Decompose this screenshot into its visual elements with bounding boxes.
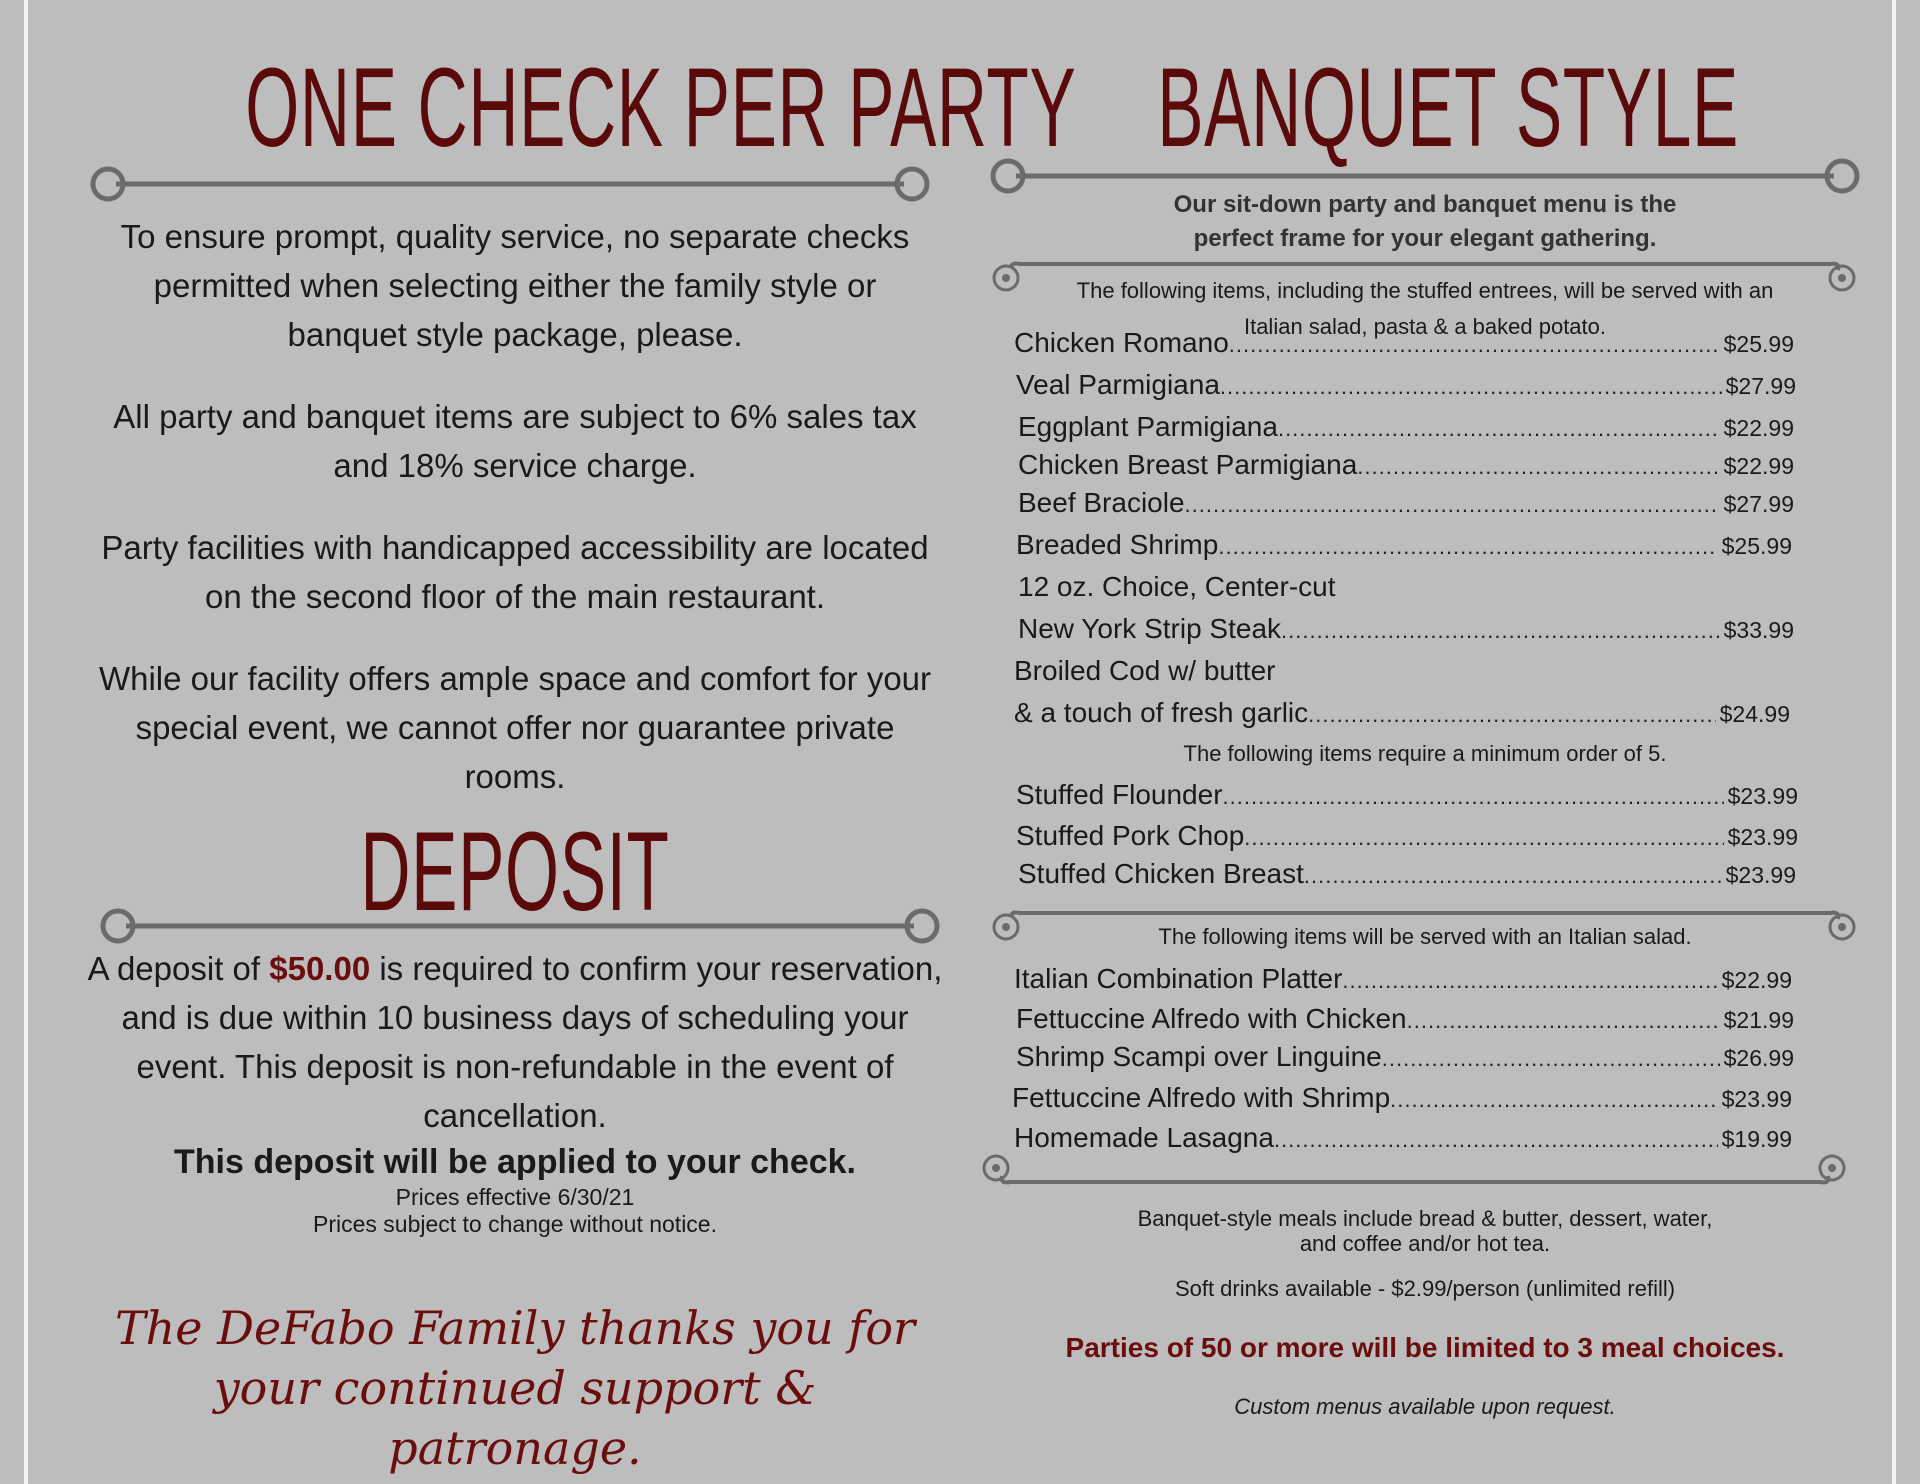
- menu-item-name: Stuffed Pork Chop: [1016, 820, 1245, 851]
- menu-item: [1016, 820, 1798, 852]
- menu-item-price: $23.99: [1721, 1086, 1792, 1112]
- tax-service-text: All party and banquet items are subject to 6% sales tax and 18% service charge.: [113, 398, 917, 484]
- menu-item: [1018, 487, 1794, 519]
- section2-bottom-scroll: [980, 1150, 1850, 1190]
- menu-item-name: Chicken Romano: [1014, 327, 1229, 358]
- menu-item-name: Veal Parmigiana: [1016, 369, 1220, 400]
- dot-leader: [1229, 332, 1720, 358]
- menu-item-price: $22.99: [1721, 967, 1792, 993]
- menu-item: [1014, 327, 1794, 359]
- menu-item-price: $27.99: [1725, 373, 1796, 399]
- menu-item: [1016, 1003, 1794, 1035]
- thanks-line-1: The DeFabo Family thanks you for: [114, 1301, 915, 1355]
- menu-item-price: $23.99: [1727, 783, 1798, 809]
- cod-line-1: Broiled Cod w/ butter: [1014, 655, 1276, 686]
- menu-item-price: $27.99: [1723, 491, 1794, 517]
- thanks-line-2: your continued support & patronage.: [213, 1361, 817, 1475]
- dot-leader: [1244, 825, 1723, 851]
- menu-item: [1012, 1082, 1792, 1114]
- menu-item: [1018, 449, 1794, 481]
- menu-item: [1016, 1041, 1794, 1073]
- thanks-message: [80, 1298, 950, 1478]
- dot-leader: [1278, 416, 1720, 442]
- steak-description: [1018, 571, 1794, 603]
- accessibility-text: Party facilities with handicapped accessibility are located on the second floor of the main restaurant.: [101, 529, 929, 615]
- private-rooms-text: While our facility offers ample space and comfort for your special event, we cannot offer nor guarantee private rooms.: [98, 660, 932, 795]
- menu-item: [1016, 529, 1792, 561]
- menu-item-name: Shrimp Scampi over Linguine: [1016, 1041, 1382, 1072]
- menu-item-price: $22.99: [1723, 415, 1794, 441]
- banquet-intro: [990, 188, 1860, 256]
- separate-checks-text: To ensure prompt, quality service, no separate checks permitted when selecting either the family style or banquet style package, please.: [120, 218, 910, 353]
- one-check-title: ONE CHECK PER PARTY: [245, 45, 1077, 170]
- menu-item-name: Breaded Shrimp: [1016, 529, 1219, 560]
- deposit-applied-text: This deposit will be applied to your check.: [173, 1143, 856, 1181]
- menu-item-name: Fettuccine Alfredo with Shrimp: [1012, 1082, 1391, 1113]
- includes-line-2: and coffee and/or hot tea.: [1299, 1231, 1551, 1256]
- deposit-text-pre: A deposit of: [87, 950, 270, 987]
- menu-item-price: $23.99: [1727, 824, 1798, 850]
- menu-item: [1014, 697, 1790, 729]
- deposit-text: [80, 944, 950, 1140]
- menu-item-name: Homemade Lasagna: [1014, 1122, 1274, 1153]
- menu-item-price: $22.99: [1723, 453, 1794, 479]
- menu-item-name: Stuffed Chicken Breast: [1018, 858, 1304, 889]
- dot-leader: [1281, 618, 1720, 644]
- menu-item-name: Eggplant Parmigiana: [1018, 411, 1278, 442]
- min-order-note: The following items require a minimum order of 5.: [1183, 741, 1667, 766]
- menu-item-price: $25.99: [1721, 533, 1792, 559]
- menu-item-name: Stuffed Flounder: [1016, 779, 1223, 810]
- dot-leader: [1407, 1008, 1720, 1034]
- menu-item: [1016, 779, 1798, 811]
- menu-item-price: $26.99: [1723, 1045, 1794, 1071]
- menu-item-price: $23.99: [1725, 862, 1796, 888]
- deposit-amount: $50.00: [269, 950, 371, 987]
- dot-leader: [1185, 492, 1720, 518]
- left-border-line: [24, 0, 28, 1484]
- dot-leader: [1220, 374, 1722, 400]
- custom-menus-note: Custom menus available upon request.: [1234, 1394, 1616, 1419]
- section1-note-line-1: The following items, including the stuffed entrees, will be served with an: [1076, 278, 1774, 303]
- deposit-divider: [100, 906, 940, 946]
- menu-item-price: $19.99: [1721, 1126, 1792, 1152]
- menu-item: [1016, 369, 1796, 401]
- title-divider: [90, 164, 930, 204]
- cod-description: [1014, 655, 1790, 687]
- prices-effective-text: Prices effective 6/30/21: [395, 1184, 635, 1210]
- dot-leader: [1342, 968, 1717, 994]
- deposit-text-post: is required to confirm your reservation, and is due within 10 business days of scheduling your event. This deposit is non-refundable in the event of cancellation.: [121, 950, 943, 1134]
- includes-line-1: Banquet-style meals include bread & butter, dessert, water,: [1137, 1206, 1713, 1231]
- menu-item-name: Italian Combination Platter: [1014, 963, 1343, 994]
- section1-note-line-2: Italian salad, pasta & a baked potato.: [1243, 314, 1607, 339]
- intro-line-2: perfect frame for your elegant gathering.: [1193, 225, 1657, 252]
- dot-leader: [1357, 454, 1719, 480]
- steak-line-1: 12 oz. Choice, Center-cut: [1018, 571, 1336, 602]
- dot-leader: [1304, 863, 1722, 889]
- menu-item-price: $24.99: [1719, 701, 1790, 727]
- menu-item-name: & a touch of fresh garlic: [1014, 697, 1309, 728]
- menu-item-price: $25.99: [1723, 331, 1794, 357]
- menu-item-name: New York Strip Steak: [1018, 613, 1282, 644]
- dot-leader: [1308, 702, 1715, 728]
- menu-item: [1018, 613, 1794, 645]
- soft-drinks-note: Soft drinks available - $2.99/person (unlimited refill): [1174, 1276, 1676, 1301]
- dot-leader: [1390, 1087, 1717, 1113]
- menu-item-name: Beef Braciole: [1018, 487, 1185, 518]
- intro-line-1: Our sit-down party and banquet menu is the: [1173, 191, 1677, 218]
- right-border-line: [1892, 0, 1896, 1484]
- menu-item-name: Chicken Breast Parmigiana: [1018, 449, 1358, 480]
- dot-leader: [1223, 784, 1724, 810]
- dot-leader: [1218, 534, 1717, 560]
- section2-note: The following items will be served with an Italian salad.: [1158, 924, 1692, 949]
- dot-leader: [1382, 1046, 1720, 1072]
- meal-limit-note: Parties of 50 or more will be limited to 3 meal choices.: [1065, 1332, 1785, 1363]
- menu-item: [1014, 963, 1792, 995]
- menu-item-name: Fettuccine Alfredo with Chicken: [1016, 1003, 1407, 1034]
- menu-item-price: $21.99: [1723, 1007, 1794, 1033]
- includes-note: [990, 1206, 1860, 1256]
- banquet-style-title: BANQUET STYLE: [1157, 45, 1739, 170]
- menu-item: [1018, 858, 1796, 890]
- deposit-title: DEPOSIT: [360, 809, 670, 934]
- prices-change-text: Prices subject to change without notice.: [312, 1211, 717, 1237]
- menu-item: [1018, 411, 1794, 443]
- menu-item-price: $33.99: [1723, 617, 1794, 643]
